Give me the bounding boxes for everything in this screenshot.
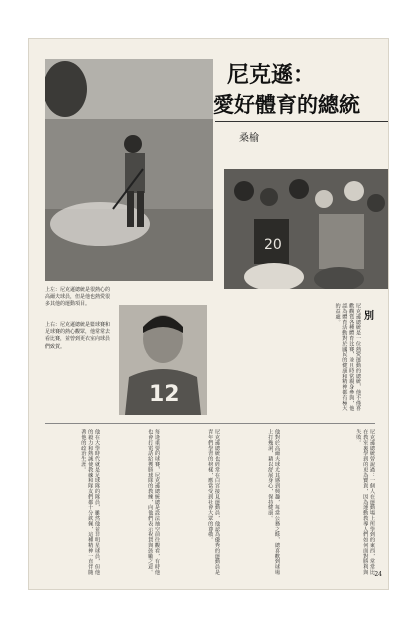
body-column-4: 尼克遜總統也經常在白宮接見運動員，他認為優秀的運動員是青年們學習的榜樣，應當受到社會大眾的尊敬。	[207, 429, 220, 575]
title-rule	[215, 121, 389, 122]
golf-photo	[45, 59, 213, 281]
team-photo	[224, 169, 389, 289]
body-column-6: 尼克遜總統曾說過：一個人在運動場上所學到的東西，常常比在教室裏學到的更為寶貴，因為運動教導人們如何面對勝利與失敗。	[355, 429, 375, 575]
page-number: 24	[374, 571, 382, 578]
svg-text:12: 12	[149, 382, 180, 407]
article-title-line2: 愛好體育的總統	[213, 92, 360, 117]
portrait-photo	[119, 305, 207, 415]
column-divider	[45, 423, 375, 424]
caption-top-right: 上右：尼克遜總統是籃球賽和足球賽的熱心觀眾，他常常去看比賽，並曾到更衣室向球員們致賀。	[45, 322, 111, 350]
body-column-5: 他對於高爾夫球尤其感到興趣，每當公務之餘，總喜歡到球場上打幾洞，藉以舒展身心，保持健康。	[267, 429, 280, 575]
body-column-2: 他在大學時代就是足球隊的隊員，雖然他並非明星球員，但他的毅力和熱誠使教練和隊友們都十分欽佩，這種精神一直伴隨著他的政治生涯。	[80, 429, 100, 575]
byline: 桑榆	[239, 133, 259, 144]
body-column-3: 每逢重要的球賽，尼克遜總統總是設法抽空前往觀看，有時他也會打電話給獲勝球隊的教練，向他們表示祝賀與鼓勵之意。	[147, 429, 160, 575]
magazine-page	[28, 38, 389, 590]
article-title-line1: 尼克遜：	[227, 62, 316, 88]
caption-top-left: 上左：尼克遜總統是很熱心的高爾夫球員，但是他也熱愛很多其他的運動項目。	[45, 287, 111, 308]
section-heading: 別	[364, 311, 374, 322]
body-column-1: 尼克遜總統是一位熱愛運動的總統，他不僅喜歡觀賞各種體育比賽，並且時常親身參與，他認為體育活動對於國民的健康和精神都有極大的益處。	[334, 303, 361, 411]
svg-text:20: 20	[264, 237, 282, 253]
